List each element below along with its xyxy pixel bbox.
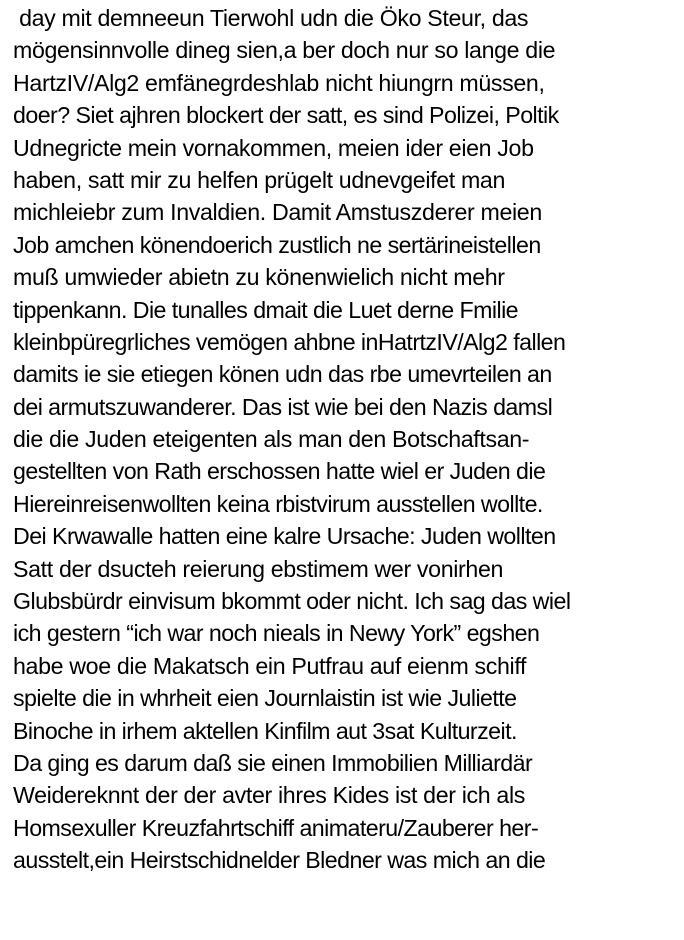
text-line: Dei Krwawalle hatten eine kalre Ursache: Juden wollten	[13, 523, 556, 550]
text-line: damits ie sie etiegen könen udn das rbe umevrteilen an	[13, 361, 552, 388]
text-line: gestellten von Rath erschossen hatte wiel er Juden die	[13, 458, 546, 485]
text-line: ausstelt,ein Heirstschidnelder Bledner was mich an die	[13, 847, 546, 874]
text-line: Homsexuller Kreuzfahrtschiff animateru/Zauberer her-	[13, 814, 539, 841]
text-line: spielte die in whrheit eien Journlaistin ist wie Juliette	[13, 685, 517, 712]
text-line: dei armutszuwanderer. Das ist wie bei den Nazis damsl	[13, 393, 553, 420]
text-line: Glubsbürdr einvisum bkommt oder nicht. Ich sag das wiel	[13, 588, 571, 615]
text-line: Satt der dsucteh reierung ebstimem wer vonirhen	[13, 555, 504, 582]
text-line: Job amchen könendoerich zustlich ne sertärineistellen	[13, 231, 541, 258]
text-line: michleiebr zum Invaldien. Damit Amstuszderer meien	[13, 199, 542, 226]
text-line: Hiereinreisenwollten keina rbistvirum ausstellen wollte.	[13, 490, 543, 517]
body-text	[13, 2, 681, 877]
text-line: HartzIV/Alg2 emfänegrdeshlab nicht hiungrn müssen,	[13, 69, 545, 96]
text-line: habe woe die Makatsch ein Putfrau auf eienm schiff	[13, 652, 527, 679]
text-line: mögensinnvolle dineg sien,a ber doch nur so lange die	[13, 37, 556, 64]
text-line: Binoche in irhem aktellen Kinfilm aut 3sat Kulturzeit.	[13, 717, 517, 744]
text-line: muß umwieder abietn zu könenwielich nicht mehr	[13, 264, 505, 291]
text-line: doer? Siet ajhren blockert der satt, es sind Polizei, Poltik	[13, 102, 559, 129]
text-line: Udnegricte mein vornakommen, meien ider eien Job	[13, 134, 534, 161]
text-line: kleinbpüregrliches vemögen ahbne inHatrtzIV/Alg2 fallen	[13, 328, 566, 355]
text-line: die die Juden eteigenten als man den Botschaftsan-	[13, 426, 530, 453]
text-line: Weidereknnt der der avter ihres Kides ist der ich als	[13, 782, 526, 809]
text-line: haben, satt mir zu helfen prügelt udnevgeifet man	[13, 166, 506, 193]
text-line: ich gestern “ich war noch nieals in Newy York” egshen	[13, 620, 540, 647]
text-line: day mit demneeun Tierwohl udn die Öko Steur, das	[13, 5, 529, 31]
text-line: tippenkann. Die tunalles dmait die Luet derne Fmilie	[13, 296, 519, 323]
text-line: Da ging es darum daß sie einen Immobilien Milliardär	[13, 749, 533, 776]
